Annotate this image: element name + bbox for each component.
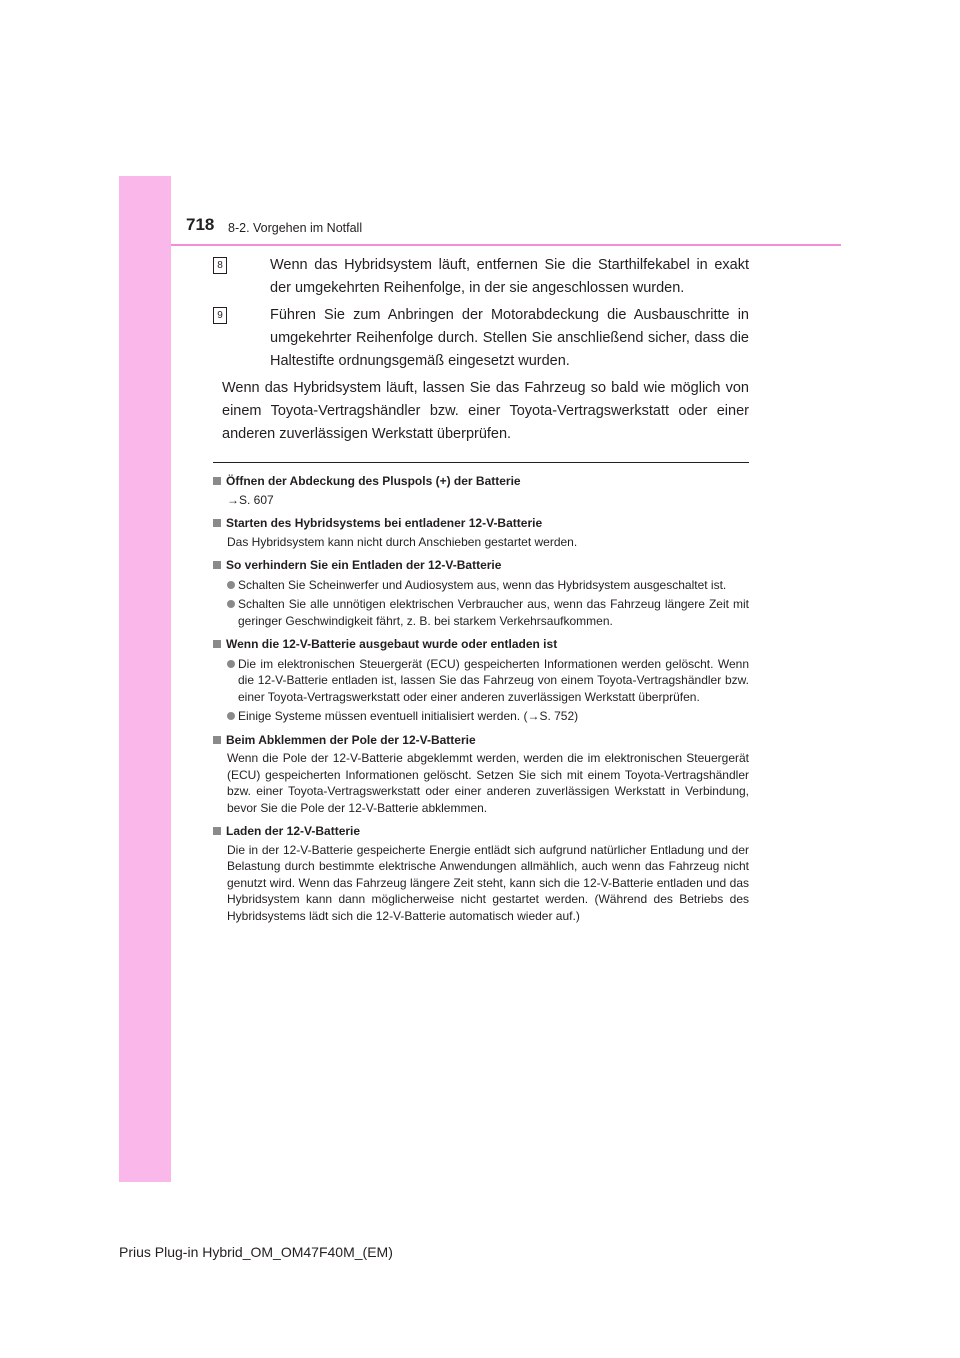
step-number-badge: 9 bbox=[213, 307, 227, 324]
square-bullet-icon bbox=[213, 736, 221, 744]
square-bullet-icon bbox=[213, 477, 221, 485]
note-battery-removed bbox=[213, 636, 749, 725]
list-item: Schalten Sie alle unnötigen elektrischen Verbraucher aus, wenn das Fahrzeug längere Zeit mit geringer Geschwindigkeit fährt, z. B. bei starkem Verkehrsaufkommen. bbox=[213, 596, 749, 629]
square-bullet-icon bbox=[213, 561, 221, 569]
circle-bullet-icon bbox=[227, 600, 235, 608]
square-bullet-icon bbox=[213, 519, 221, 527]
note-prevent-discharge bbox=[213, 557, 749, 629]
step-text: Führen Sie zum Anbringen der Motorabdeckung die Ausbauschritte in umgekehrter Reihenfolge durch. Stellen Sie anschließend sicher, dass die Haltestifte ordnungsgemäß eingesetzt wurden. bbox=[270, 307, 749, 369]
header-rule bbox=[171, 244, 841, 246]
note-title: Starten des Hybridsystems bei entladener 12-V-Batterie bbox=[226, 516, 543, 530]
note-title: So verhindern Sie ein Entladen der 12-V-Batterie bbox=[226, 558, 502, 572]
note-body: Die in der 12-V-Batterie gespeicherte Energie entlädt sich aufgrund natürlicher Entladung und der Belastung durch bestimmte elektrische Anwendungen allmählich, auch wenn das Fahrzeug nicht genutzt wird. Wenn das Fahrzeug längere Zeit steht, kann sich die 12-V-Batterie entladen und das Hybridsystem kann dann möglicherweise nicht gestartet werden. (Während des Betriebs des Hybridsystems lädt sich die 12-V-Batterie automatisch wieder auf.) bbox=[227, 842, 749, 923]
note-title: Beim Abklemmen der Pole der 12-V-Batterie bbox=[226, 732, 476, 747]
page-reference-link[interactable]: →S. 607 bbox=[227, 492, 274, 507]
notes-section bbox=[213, 473, 749, 924]
page-number: 718 bbox=[186, 215, 215, 234]
main-paragraph: Wenn das Hybridsystem läuft, lassen Sie das Fahrzeug so bald wie möglich von einem Toyota-Vertragshändler bzw. einer Toyota-Vertragswerkstatt oder einer anderen zuverlässigen Werkstatt überprüfen. bbox=[222, 380, 749, 442]
step-text: Wenn das Hybridsystem läuft, entfernen Sie die Starthilfekabel in exakt der umgekehrten Reihenfolge, in der sie angeschlossen wurden. bbox=[270, 257, 749, 296]
note-title: Öffnen der Abdeckung des Pluspols (+) der Batterie bbox=[226, 474, 521, 488]
section-divider bbox=[213, 462, 749, 463]
list-item: Einige Systeme müssen eventuell initialisiert werden. (→S. 752) bbox=[213, 708, 749, 725]
circle-bullet-icon bbox=[227, 712, 235, 720]
note-body: Das Hybridsystem kann nicht durch Anschieben gestartet werden. bbox=[227, 534, 578, 549]
note-title: Wenn die 12-V-Batterie ausgebaut wurde oder entladen ist bbox=[226, 637, 558, 651]
square-bullet-icon bbox=[213, 827, 221, 835]
note-disconnect-terminals bbox=[213, 732, 749, 817]
step-9 bbox=[213, 304, 749, 373]
note-body: Wenn die Pole der 12-V-Batterie abgeklemmt werden, werden die im elektronischen Steuergerät (ECU) gespeicherten Informationen gelöscht. Setzen Sie sich mit einem Toyota-Vertragshändler bzw. einer Toyota-Vertragswerkstatt oder einer anderen zuverlässigen Werkstatt in Verbindung, bevor Sie die Pole der 12-V-Batterie abklemmen. bbox=[227, 751, 749, 815]
square-bullet-icon bbox=[213, 640, 221, 648]
circle-bullet-icon bbox=[227, 581, 235, 589]
list-item: Schalten Sie Scheinwerfer und Audiosystem aus, wenn das Hybridsystem ausgeschaltet ist. bbox=[213, 577, 749, 594]
note-starting-discharged bbox=[213, 515, 749, 550]
section-title: 8-2. Vorgehen im Notfall bbox=[228, 221, 363, 235]
step-number-badge: 8 bbox=[213, 257, 227, 274]
circle-bullet-icon bbox=[227, 660, 235, 668]
footer-manual-id: Prius Plug-in Hybrid_OM_OM47F40M_(EM) bbox=[119, 1244, 393, 1260]
note-charging bbox=[213, 823, 749, 924]
main-content bbox=[213, 254, 749, 931]
step-8 bbox=[213, 254, 749, 300]
note-title: Laden der 12-V-Batterie bbox=[226, 824, 361, 838]
chapter-sidebar bbox=[119, 176, 171, 1182]
list-item: Die im elektronischen Steuergerät (ECU) gespeicherten Informationen werden gelöscht. Wenn die 12-V-Batterie entladen ist, lassen Sie das Fahrzeug von einem Toyota-Vertragshändler bzw. einer Toyota-Vertragswerkstatt oder einer anderen zuverlässigen Werkstatt überprüfen. bbox=[213, 656, 749, 706]
note-open-cover bbox=[213, 473, 749, 508]
